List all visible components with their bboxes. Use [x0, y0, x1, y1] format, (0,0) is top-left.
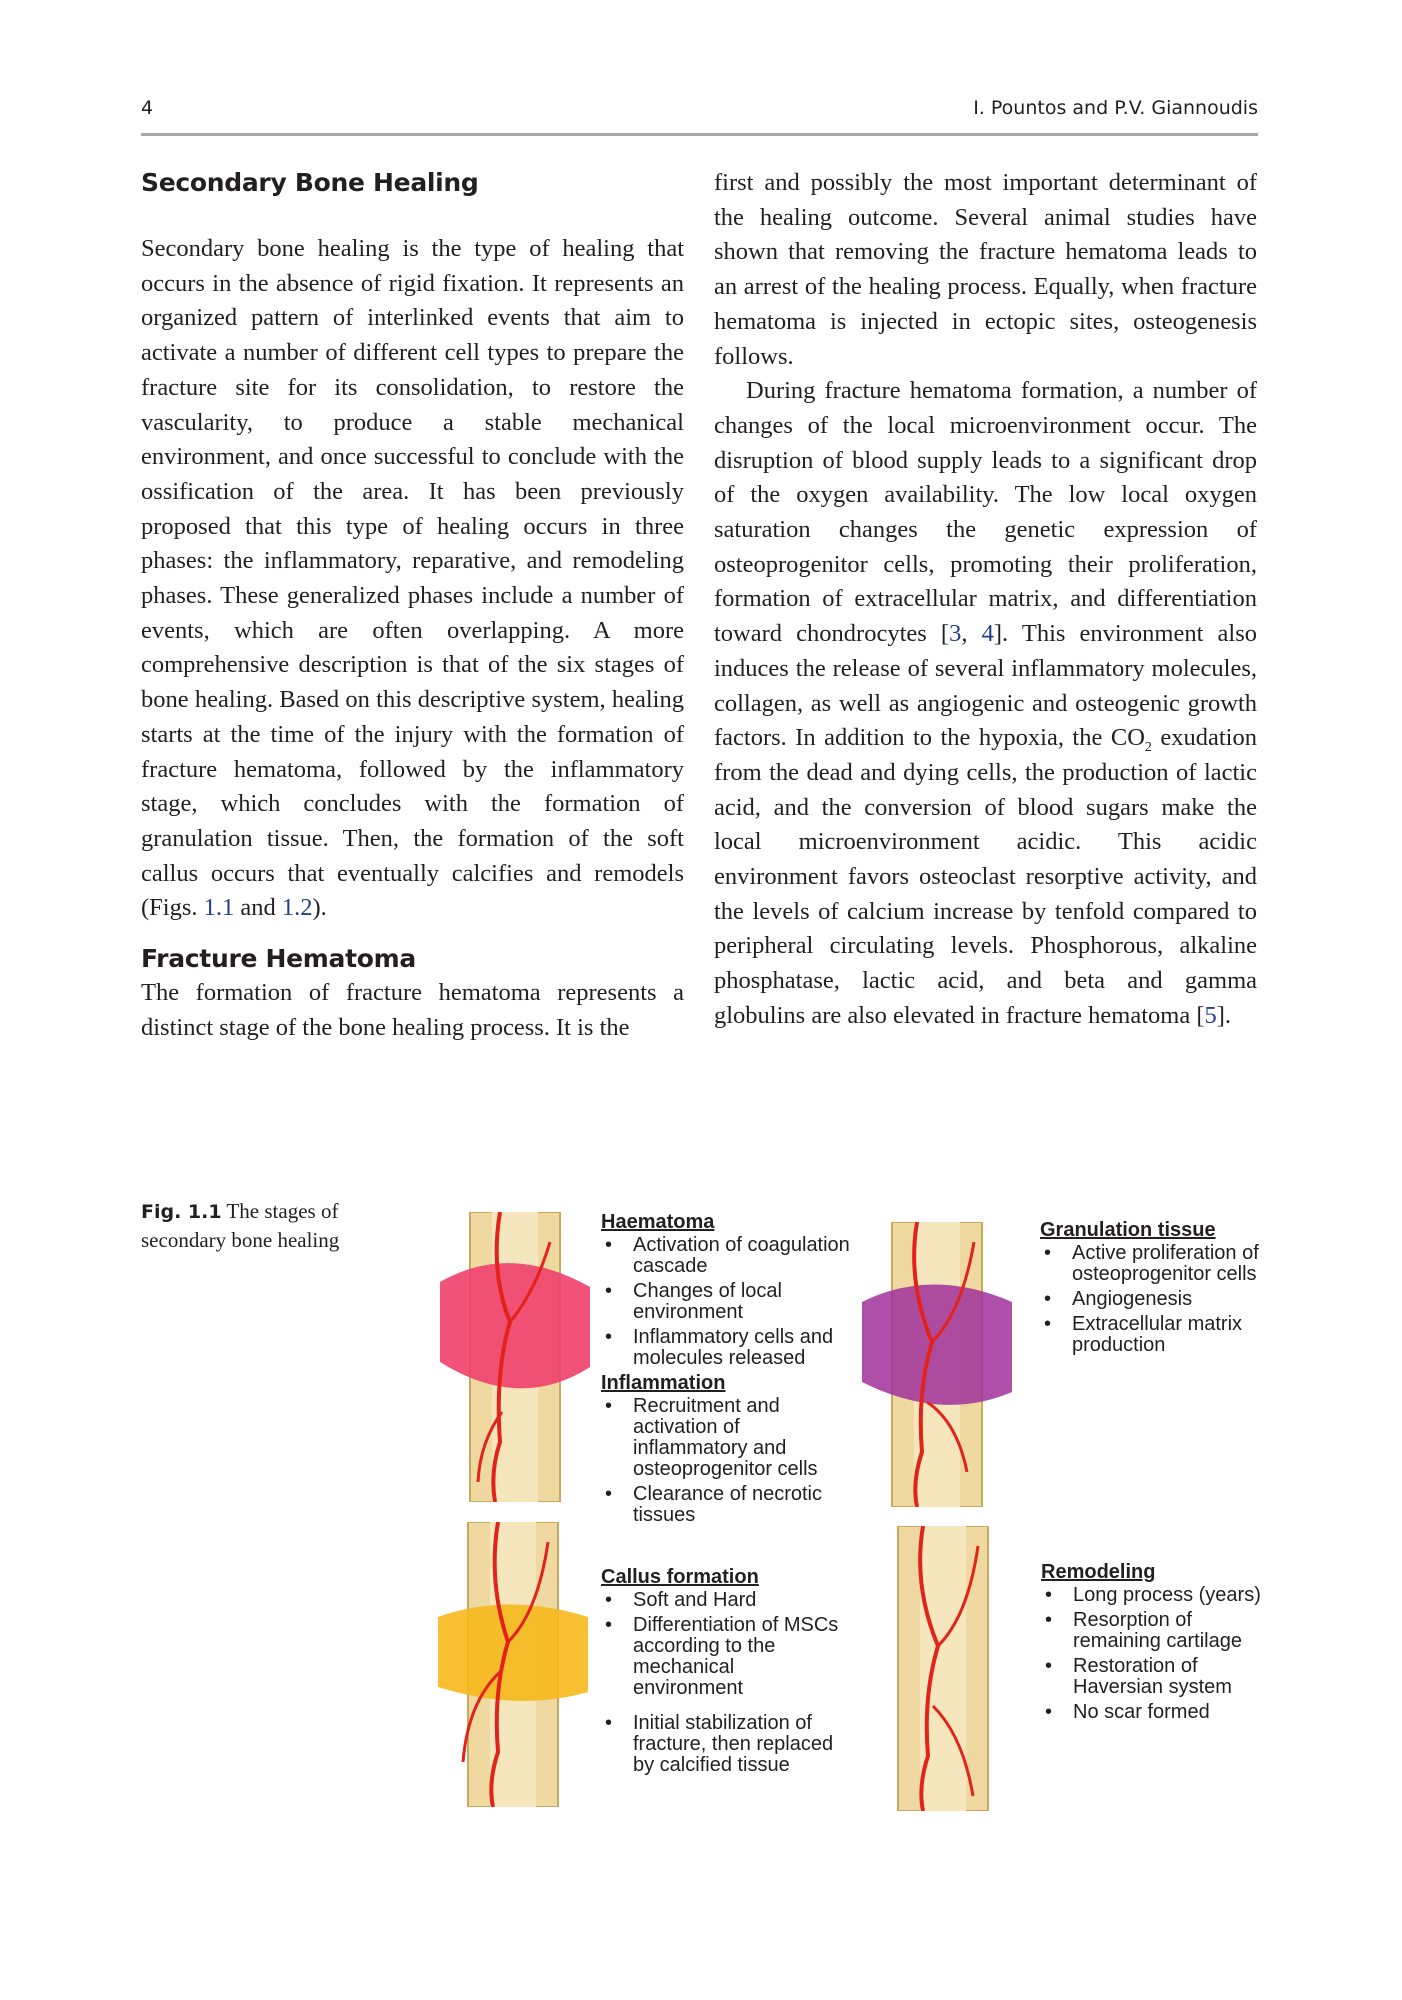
paragraph-text: and — [234, 894, 282, 922]
stage-item: • Inflammatory cells and molecules released — [601, 1327, 851, 1369]
paragraph-text: ]. This environment also induces the release of several inflammatory molecules, collagen, as well as angiogenic and osteogenic growth factors. In addition to the hypoxia, the CO — [714, 620, 1257, 752]
stage-item: • Recruitment and activation of inflammatory and osteoprogenitor cells — [601, 1396, 851, 1480]
stage-haematoma — [601, 1212, 851, 1530]
illustration-remodeling — [868, 1526, 1018, 1811]
left-column — [141, 166, 684, 1045]
stage-item: • Angiogenesis — [1040, 1289, 1260, 1310]
stage-list — [601, 1235, 851, 1369]
section-heading-fracture-hematoma: Fracture Hematoma — [141, 944, 416, 974]
paragraph-text: Secondary bone healing is the type of healing that occurs in the absence of rigid fixation. It represents an organized pattern of interlinked events that aim to activate a number of different cell types to prepare the fracture site for its consolidation, to restore the vascularity, to produce a stable mechanical environment, and once successful to conclude with the ossification of the area. It has been previously proposed that this type of healing occurs in three phases: the inflammatory, reparative, and remodeling phases. These generalized phases include a number of events, which are often overlapping. A more comprehensive description is that of the six stages of bone healing. Based on this descriptive system, healing starts at the time of the injury with the formation of fracture hematoma, followed by the inflammatory stage, which concludes with the formation of granulation tissue. Then, the formation of the soft callus occurs that eventually calcifies and remodels (Figs. — [141, 235, 684, 922]
illustration-callus — [438, 1522, 588, 1807]
stage-item: • Active proliferation of osteoprogenitor cells — [1040, 1243, 1260, 1285]
citation-link-3[interactable]: 3 — [949, 620, 962, 648]
stage-item: • Differentiation of MSCs according to the mechanical environment — [601, 1615, 841, 1699]
figure-caption — [141, 1197, 381, 1254]
stage-list — [601, 1396, 851, 1526]
right-column — [714, 166, 1257, 1034]
paragraph-text: , — [961, 620, 982, 648]
figure-link-1-1[interactable]: 1.1 — [203, 894, 235, 922]
paragraph-text: ]. — [1216, 1001, 1232, 1029]
paragraph-hematoma-formation — [714, 374, 1257, 1033]
figure-caption-text: The stages of secondary bone healing — [141, 1199, 340, 1252]
stage-title: Remodeling — [1041, 1561, 1156, 1583]
stage-remodeling — [1041, 1562, 1261, 1727]
paragraph-continued: first and possibly the most important determinant of the healing outcome. Several animal studies have shown that removing the fracture hematoma leads to an arrest of the healing process. Equally, when fracture hematoma is injected in ectopic sites, osteogenesis follows. — [714, 169, 1257, 370]
stage-item: • Activation of coagulation cascade — [601, 1235, 851, 1277]
section-heading-secondary-bone-healing: Secondary Bone Healing — [141, 168, 479, 197]
paragraph-secondary-bone-healing — [141, 232, 684, 926]
stage-item: • Soft and Hard — [601, 1590, 841, 1611]
figure-label: Fig. 1.1 — [141, 1201, 222, 1223]
header-rule — [141, 133, 1258, 136]
illustration-haematoma — [440, 1212, 590, 1502]
paragraph-text: ). — [312, 894, 327, 922]
stage-list — [1040, 1243, 1260, 1356]
stage-list — [1041, 1585, 1261, 1723]
stage-item: • No scar formed — [1041, 1702, 1261, 1723]
stage-item: • Resorption of remaining cartilage — [1041, 1610, 1261, 1652]
stage-item: • Clearance of necrotic tissues — [601, 1484, 851, 1526]
running-head-authors: I. Pountos and P.V. Giannoudis — [973, 97, 1258, 119]
stage-granulation — [1040, 1220, 1260, 1360]
paragraph-text: During fracture hematoma formation, a number of changes of the local microenvironment occur. The disruption of blood supply leads to a significant drop of the oxygen availability. The low local oxygen saturation changes the genetic expression of osteoprogenitor cells, promoting their proliferation, formation of extracellular matrix, and differentiation toward chondrocytes [ — [714, 377, 1257, 648]
illustration-granulation — [862, 1222, 1012, 1507]
stage-item: • Changes of local environment — [601, 1281, 851, 1323]
stage-item: • Long process (years) — [1041, 1585, 1261, 1606]
stage-item: • Initial stabilization of fracture, then replaced by calcified tissue — [601, 1713, 841, 1776]
stage-item: • Extracellular matrix production — [1040, 1314, 1260, 1356]
stage-title: Inflammation — [601, 1372, 726, 1394]
figure-link-1-2[interactable]: 1.2 — [281, 894, 313, 922]
running-head — [141, 97, 1258, 127]
citation-link-5[interactable]: 5 — [1204, 1001, 1217, 1029]
stage-title: Granulation tissue — [1040, 1219, 1216, 1241]
page-number: 4 — [141, 97, 154, 119]
stage-callus — [601, 1567, 841, 1780]
stage-title: Callus formation — [601, 1566, 759, 1588]
paragraph-fracture-hematoma: The formation of fracture hematoma represents a distinct stage of the bone healing process. It is the — [141, 979, 684, 1041]
subscript-2: 2 — [1144, 740, 1152, 756]
stage-item: • Restoration of Haversian system — [1041, 1656, 1261, 1698]
citation-link-4[interactable]: 4 — [981, 620, 994, 648]
paragraph-text: exudation from the dead and dying cells, the production of lactic acid, and the conversion of blood sugars make the local microenvironment acidic. This acidic environment favors osteoclast resorptive activity, and the levels of calcium increase by tenfold compared to peripheral circulating levels. Phosphorous, alkaline phosphatase, lactic acid, and beta and gamma globulins are also elevated in fracture hematoma [ — [714, 724, 1257, 1029]
stage-list — [601, 1590, 841, 1776]
stage-title: Haematoma — [601, 1211, 715, 1233]
